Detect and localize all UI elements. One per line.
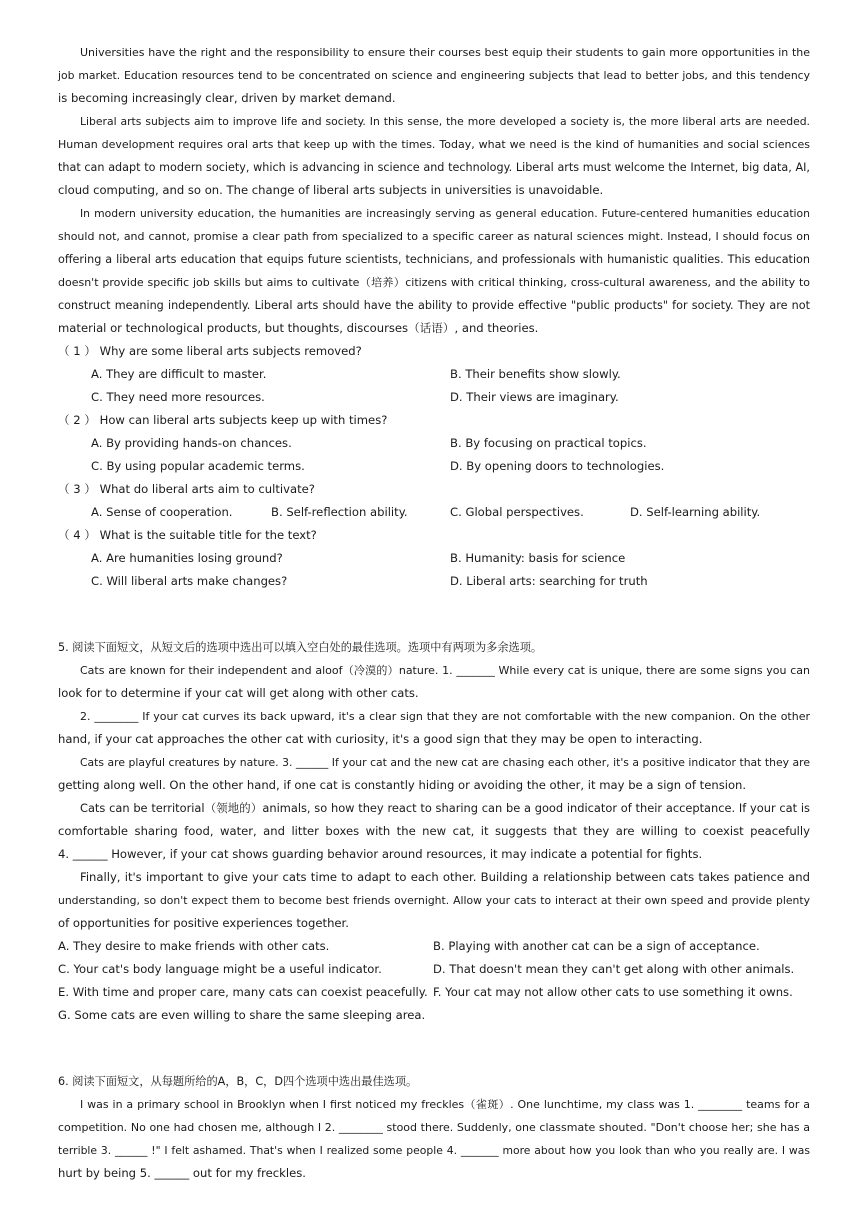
question-stem: （ 2 ） How can liberal arts subjects keep up with times?	[58, 413, 388, 427]
passage-line: hand, if your cat approaches the other cat with curiosity, it's a good sign that they may be open to interacting.	[58, 732, 703, 746]
option-c[interactable]: C. Will liberal arts make changes?	[91, 574, 288, 588]
passage-line: competition. No one had chosen me, although I 2. ________ stood there. Suddenly, one classmate shouted. "Don't choose her; she has a	[58, 1121, 810, 1134]
passage-line: understanding, so don't expect them to become best friends overnight. Allow your cats to interact at their own speed and provide plenty	[58, 894, 810, 907]
passage-line: material or technological products, but thoughts, discourses（话语）, and theories.	[58, 321, 539, 335]
option-d[interactable]: D. By opening doors to technologies.	[450, 459, 665, 473]
section-title: 5. 阅读下面短文，从短文后的选项中选出可以填入空白处的最佳选项。选项中有两项为多余选项。	[58, 641, 543, 654]
passage-line: 4. ______ However, if your cat shows guarding behavior around resources, it may indicate a potential for fights.	[58, 847, 703, 861]
passage-line: I was in a primary school in Brooklyn when I first noticed my freckles（雀斑）. One lunchtime, my class was 1. ________ teams for a	[80, 1098, 810, 1111]
option-b[interactable]: B. Playing with another cat can be a sign of acceptance.	[433, 939, 760, 953]
passage-line: is becoming increasingly clear, driven by market demand.	[58, 91, 396, 105]
passage-line: 2. ________ If your cat curves its back upward, it's a clear sign that they are not comfortable with the new companion. On the other	[80, 710, 810, 723]
option-a[interactable]: A. By providing hands-on chances.	[91, 436, 292, 450]
option-g[interactable]: G. Some cats are even willing to share the same sleeping area.	[58, 1008, 426, 1022]
passage-line: comfortable sharing food, water, and litter boxes with the new cat, it suggests that they are willing to coexist peacefully	[58, 824, 810, 838]
passage-line: Cats are playful creatures by nature. 3. ______ If your cat and the new cat are chasing each other, it's a positive indicator that they are	[80, 756, 810, 769]
passage-line: that can adapt to modern society, which is advancing in science and technology. Liberal arts must welcome the Internet, big data, AI,	[58, 161, 810, 174]
passage-line: of opportunities for positive experiences together.	[58, 916, 349, 930]
option-d[interactable]: D. Liberal arts: searching for truth	[450, 574, 648, 588]
passage-line: doesn't provide specific job skills but aims to cultivate（培养）citizens with critical thinking, cross-cultural awareness, and the ability to	[58, 276, 810, 289]
question-stem: （ 4 ） What is the suitable title for the text?	[58, 528, 317, 542]
option-a[interactable]: A. Sense of cooperation.	[91, 505, 233, 519]
passage-line: getting along well. On the other hand, if one cat is constantly hiding or avoiding the other, it may be a sign of tension.	[58, 778, 747, 792]
option-c[interactable]: C. Your cat's body language might be a useful indicator.	[58, 962, 382, 976]
option-a[interactable]: A. They are difficult to master.	[91, 367, 267, 381]
option-d[interactable]: D. Their views are imaginary.	[450, 390, 619, 404]
option-a[interactable]: A. They desire to make friends with other cats.	[58, 939, 330, 953]
passage-line: look for to determine if your cat will get along with other cats.	[58, 686, 419, 700]
option-b[interactable]: B. Humanity: basis for science	[450, 551, 626, 565]
option-a[interactable]: A. Are humanities losing ground?	[91, 551, 283, 565]
passage-line: terrible 3. ______ !" I felt ashamed. That's when I realized some people 4. _______ more about how you look than who you really are. I was	[58, 1144, 810, 1157]
passage-line: construct meaning independently. Liberal arts should have the ability to provide effective "public products" for society. They are not	[58, 299, 810, 312]
passage-line: Cats can be territorial（领地的）animals, so how they react to sharing can be a good indicator of their acceptance. If your cat is	[80, 801, 810, 815]
option-b[interactable]: B. Their benefits show slowly.	[450, 367, 621, 381]
passage-line: Universities have the right and the responsibility to ensure their courses best equip their students to gain more opportunities in the	[80, 46, 810, 59]
passage-line: Human development requires oral arts that keep up with the times. Today, what we need is the kind of humanities and social sciences	[58, 138, 810, 151]
passage-line: In modern university education, the humanities are increasingly serving as general education. Future-centered humanities education	[80, 207, 810, 220]
question-stem: （ 3 ） What do liberal arts aim to cultivate?	[58, 482, 315, 496]
passage-line: hurt by being 5. ______ out for my freckles.	[58, 1166, 306, 1180]
option-d[interactable]: D. That doesn't mean they can't get along with other animals.	[433, 962, 795, 976]
option-b[interactable]: B. Self-reflection ability.	[271, 505, 408, 519]
passage-line: should not, and cannot, promise a clear path from specialized to a specific career as natural sciences might. Instead, I should focus on	[58, 230, 810, 243]
question-stem: （ 1 ） Why are some liberal arts subjects removed?	[58, 344, 362, 358]
option-e[interactable]: E. With time and proper care, many cats can coexist peacefully.	[58, 985, 428, 999]
option-c[interactable]: C. By using popular academic terms.	[91, 459, 305, 473]
option-c[interactable]: C. Global perspectives.	[450, 505, 584, 519]
option-b[interactable]: B. By focusing on practical topics.	[450, 436, 647, 450]
passage-line: cloud computing, and so on. The change of liberal arts subjects in universities is unavoidable.	[58, 183, 604, 197]
passage-line: Liberal arts subjects aim to improve life and society. In this sense, the more developed a society is, the more liberal arts are needed.	[80, 115, 810, 128]
option-f[interactable]: F. Your cat may not allow other cats to use something it owns.	[433, 985, 793, 999]
passage-line: job market. Education resources tend to be concentrated on science and engineering subjects that lead to better jobs, and this tendency	[58, 69, 810, 82]
section-title: 6. 阅读下面短文，从每题所给的A，B，C，D四个选项中选出最佳选项。	[58, 1075, 418, 1088]
passage-line: offering a liberal arts education that equips future scientists, technicians, and professionals with humanistic qualities. This education	[58, 253, 810, 266]
option-d[interactable]: D. Self-learning ability.	[630, 505, 761, 519]
passage-line: Cats are known for their independent and aloof（冷漠的）nature. 1. _______ While every cat is unique, there are some signs you can	[80, 664, 810, 677]
option-c[interactable]: C. They need more resources.	[91, 390, 265, 404]
passage-line: Finally, it's important to give your cats time to adapt to each other. Building a relationship between cats takes patience and	[80, 870, 810, 884]
